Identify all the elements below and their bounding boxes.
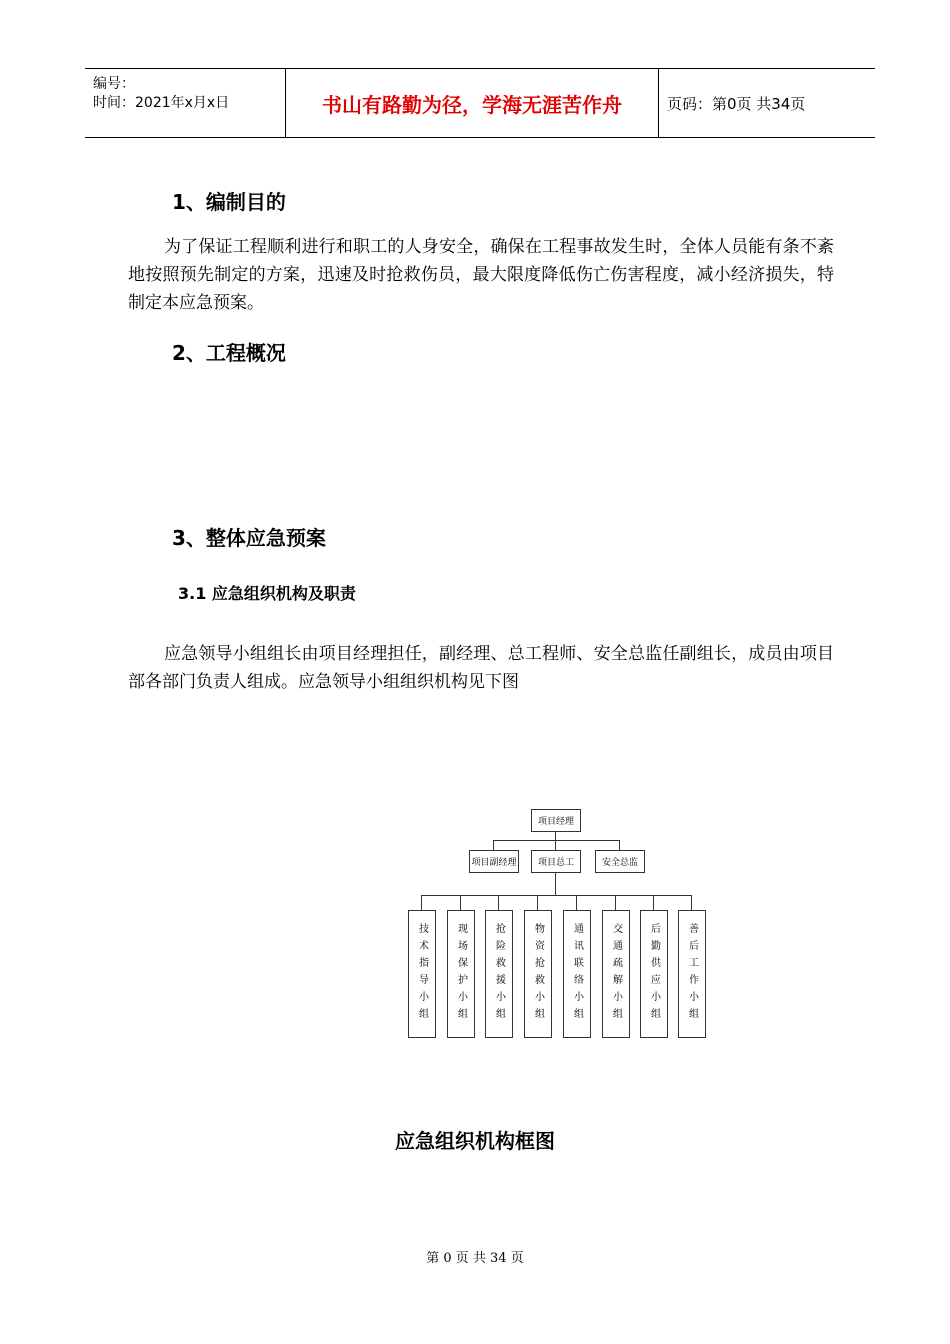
section-3-1-title: 3.1 应急组织机构及职责 <box>178 584 356 603</box>
page-footer: 第 0 页 共 34 页 <box>426 1251 524 1266</box>
org-node-group-1: 技术指导小组 <box>408 910 436 1038</box>
org-node-group-8: 善后工作小组 <box>678 910 706 1038</box>
page-header <box>85 68 875 138</box>
section-3-1-paragraph: 应急领导小组组长由项目经理担任，副经理、总工程师、安全总监任副组长，成员由项目部各部门负责人组成。应急领导小组组织机构见下图 <box>128 644 834 692</box>
section-3-title: 3、整体应急预案 <box>172 526 326 550</box>
section-1-paragraph: 为了保证工程顺利进行和职工的人身安全，确保在工程事故发生时，全体人员能有条不紊地按照预先制定的方案，迅速及时抢救伤员，最大限度降低伤亡伤害程度，减小经济损失，特制定本应急预案。 <box>128 237 834 313</box>
org-node-middle-3: 安全总监 <box>595 850 645 873</box>
org-node-group-7: 后勤供应小组 <box>640 910 668 1038</box>
org-node-group-5: 通讯联络小组 <box>563 910 591 1038</box>
org-node-group-6: 交通疏解小组 <box>602 910 630 1038</box>
section-2-title: 2、工程概况 <box>172 341 286 365</box>
org-chart-caption: 应急组织机构框图 <box>395 1129 555 1153</box>
header-meta-cell <box>85 69 286 137</box>
org-node-middle-1: 项目副经理 <box>469 850 519 873</box>
header-page-info: 页码：第0页 共34页 <box>667 94 806 113</box>
document-date: 时间：2021年x月x日 <box>93 95 230 111</box>
header-motto: 书山有路勤为径，学海无涯苦作舟 <box>286 69 659 137</box>
document-number: 编号： <box>93 76 135 92</box>
org-node-middle-2: 项目总工 <box>531 850 581 873</box>
org-node-group-2: 现场保护小组 <box>447 910 475 1038</box>
org-node-group-3: 抢险救援小组 <box>485 910 513 1038</box>
org-node-top: 项目经理 <box>531 809 581 832</box>
org-node-group-4: 物资抢救小组 <box>524 910 552 1038</box>
section-1-title: 1、编制目的 <box>172 190 286 214</box>
